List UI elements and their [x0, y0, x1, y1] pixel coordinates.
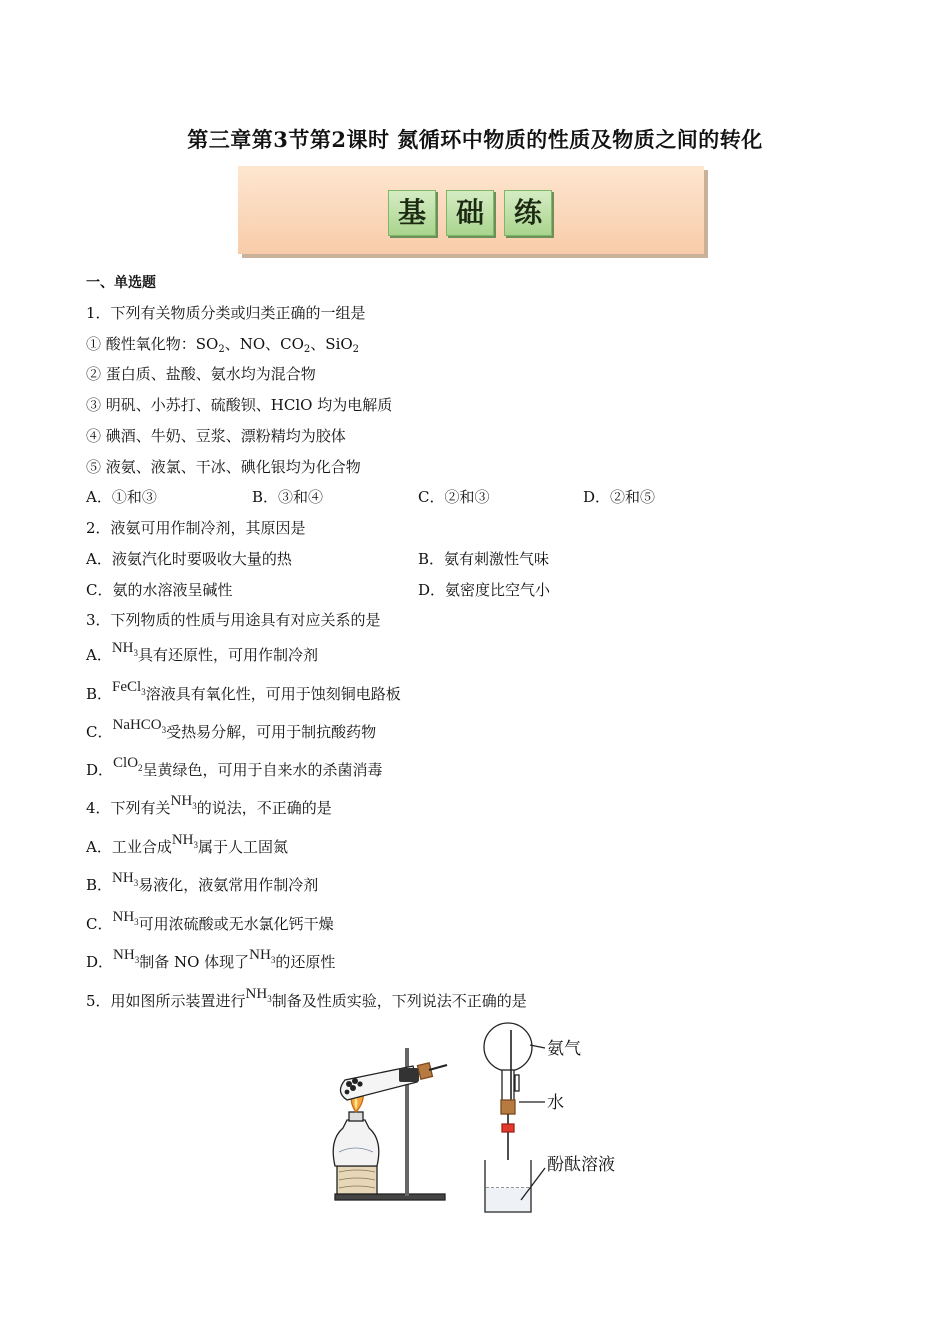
stand-base — [335, 1194, 445, 1200]
dropper — [515, 1075, 519, 1091]
clip — [502, 1124, 514, 1132]
q1-stem: 1．下列有关物质分类或归类正确的一组是 — [86, 304, 366, 322]
label-water: 水 — [547, 1093, 564, 1113]
q3-option-a[interactable]: A．$NH_3$具有还原性，可用作制冷剂 — [86, 640, 319, 664]
alcohol-lamp — [333, 1120, 379, 1166]
q1-statement-4: ④ 碘酒、牛奶、豆浆、漂粉精均为胶体 — [86, 427, 346, 445]
q2-option-a[interactable]: A．液氨汽化时要吸收大量的热 — [86, 550, 292, 568]
q3-option-d[interactable]: D．ClO$_2$呈黄绿色，可用于自来水的杀菌消毒 — [86, 755, 383, 779]
section-heading: 一、单选题 — [86, 275, 156, 291]
q2-option-c[interactable]: C．氨的水溶液呈碱性 — [86, 581, 233, 599]
flask-stopper — [501, 1100, 515, 1114]
q1-statement-3: ③ 明矾、小苏打、硫酸钡、HClO 均为电解质 — [86, 396, 393, 414]
banner — [238, 166, 710, 260]
banner-chars — [388, 190, 552, 236]
q3-stem: 3．下列物质的性质与用途具有对应关系的是 — [86, 611, 381, 629]
fountain-apparatus — [484, 1023, 545, 1212]
q1-statement-1: ① 酸性氧化物：$SO_2$、NO、$CO_2$、SiO$_2$ — [86, 335, 360, 355]
q2-option-d[interactable]: D．氨密度比空气小 — [418, 581, 551, 599]
heating-apparatus — [333, 1048, 447, 1200]
q1-option-a[interactable]: A．①和③ — [86, 488, 157, 506]
flask — [484, 1023, 532, 1071]
q4-option-d[interactable]: D．$NH_3$制备 NO 体现了$NH_3$的还原性 — [86, 947, 336, 971]
delivery-tube — [429, 1065, 447, 1070]
q5-stem: 5．用如图所示装置进行$NH_3$制备及性质实验，下列说法不正确的是 — [86, 986, 527, 1010]
q1-option-b[interactable]: B．③和④ — [252, 488, 324, 506]
apparatus-figure — [325, 1020, 635, 1220]
beaker-liquid — [486, 1188, 530, 1211]
label-ammonia: 氨气 — [547, 1039, 581, 1059]
q3-option-c[interactable]: C．NaHCO$_3$受热易分解，可用于制抗酸药物 — [86, 717, 377, 741]
banner-char-2: 础 — [446, 190, 494, 236]
banner-char-3: 练 — [504, 190, 552, 236]
flask-neck — [502, 1070, 514, 1102]
q2-stem: 2．液氨可用作制冷剂，其原因是 — [86, 519, 306, 537]
q1-statement-2: ② 蛋白质、盐酸、氨水均为混合物 — [86, 365, 316, 383]
stopper — [417, 1063, 432, 1079]
label-phenolphthalein: 酚酞溶液 — [547, 1155, 615, 1175]
q1-statement-5: ⑤ 液氨、液氯、干冰、碘化银均为化合物 — [86, 458, 361, 476]
q4-option-b[interactable]: B．$NH_3$易液化，液氨常用作制冷剂 — [86, 870, 319, 894]
banner-char-1: 基 — [388, 190, 436, 236]
q4-stem: 4．下列有关$NH_3$的说法，不正确的是 — [86, 793, 332, 817]
q1-option-c[interactable]: C．②和③ — [418, 488, 490, 506]
q4-option-a[interactable]: A．工业合成$NH_3$属于人工固氮 — [86, 832, 289, 856]
q3-option-b[interactable]: B．FeCl$_3$溶液具有氧化性，可用于蚀刻铜电路板 — [86, 679, 401, 703]
q1-option-d[interactable]: D．②和⑤ — [583, 488, 656, 506]
q2-option-b[interactable]: B．氨有刺激性气味 — [418, 550, 550, 568]
page-title: 第三章第3节第2课时 氮循环中物质的性质及物质之间的转化 — [187, 127, 763, 152]
q4-option-c[interactable]: C．$NH_3$可用浓硫酸或无水氯化钙干燥 — [86, 909, 334, 933]
clamp — [399, 1068, 419, 1082]
lamp-cap — [349, 1112, 363, 1121]
